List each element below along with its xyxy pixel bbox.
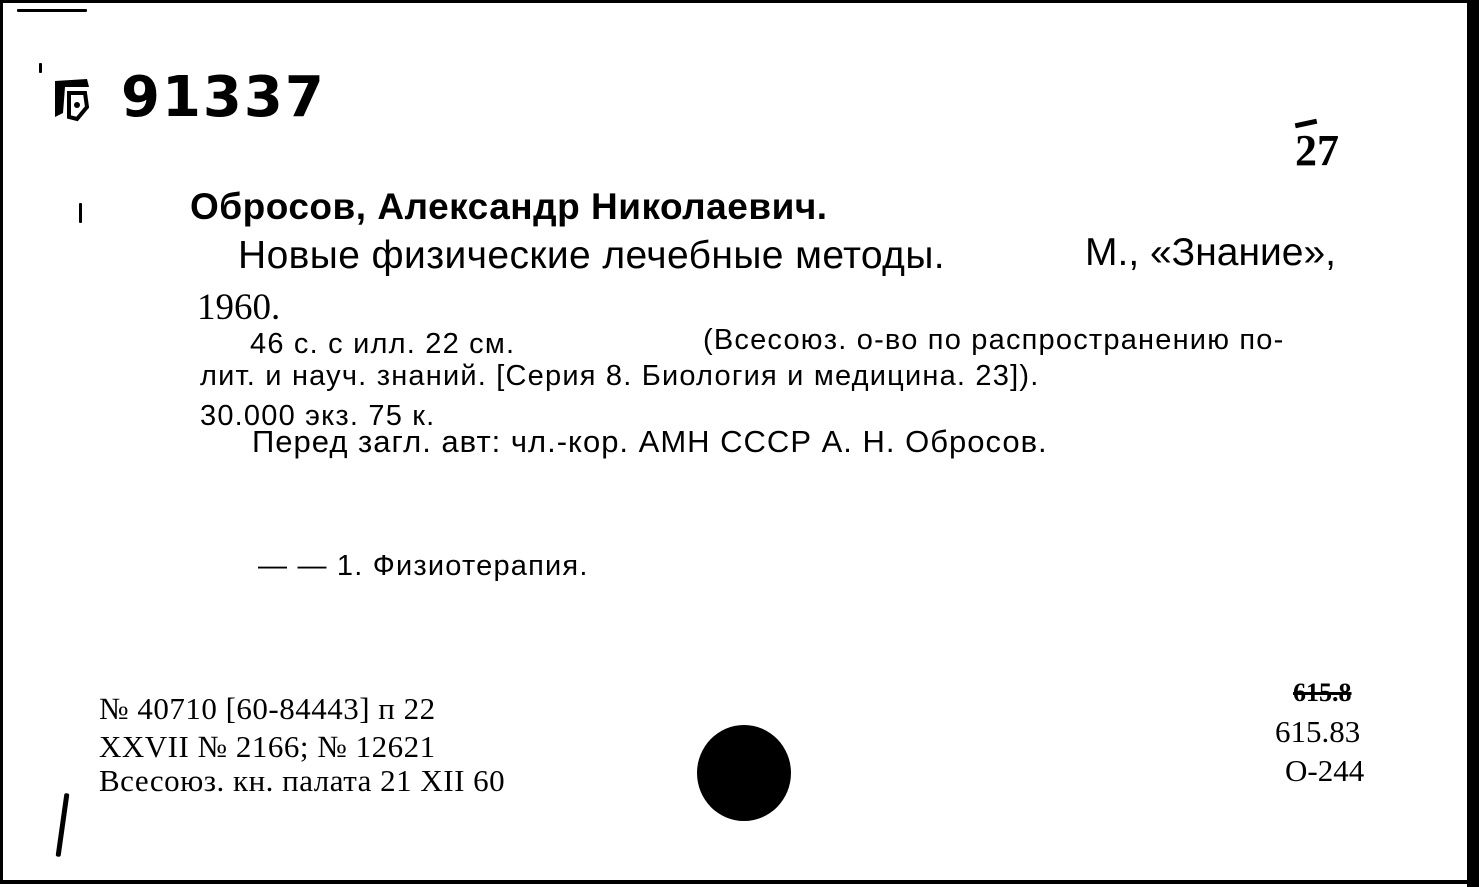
handwritten-inventory-number: 91337 [121,65,326,130]
book-title: Новые физические лечебные методы. [238,234,945,277]
publisher: М., «Знание», [1085,231,1337,274]
physical-description-line1a: 46 с. с илл. 22 см. [250,328,516,360]
corner-number-text: 27 [1295,126,1339,175]
ink-speck [39,63,42,73]
imprint-line1: № 40710 [60-84443] п 22 [99,691,436,726]
author-heading: Обросов, Александр Николаевич. [190,186,828,227]
imprint-line2: XXVII № 2166; № 12621 [99,729,436,764]
classification-crossed-out: 615.8 [1293,678,1352,707]
classification-number: 615.83 [1275,714,1361,749]
imprint-line3: Всесоюз. кн. палата 21 XII 60 [99,763,506,798]
card-right-gap [1463,11,1467,879]
physical-description-line3: 30.000 экз. 75 к. [200,400,436,432]
subject-heading: — — 1. Физиотерапия. [258,550,589,582]
cutter-number: О-244 [1285,753,1365,788]
publication-year: 1960. [197,287,281,328]
ink-speck [17,9,87,12]
physical-description-line1b: (Всесоюз. о-во по распространению по- [703,324,1285,356]
pencil-mark [56,793,70,857]
corner-number [1295,125,1339,176]
ink-speck [79,203,82,223]
punch-hole [697,725,791,821]
physical-description-line2: лит. и науч. знаний. [Серия 8. Биология и медицина. 23]). [200,360,1040,392]
stamp-mark-icon [47,73,99,125]
card-right-edge [1467,3,1479,887]
author-note: Перед загл. авт: чл.-кор. АМН СССР А. Н. Обросов. [252,424,1048,459]
